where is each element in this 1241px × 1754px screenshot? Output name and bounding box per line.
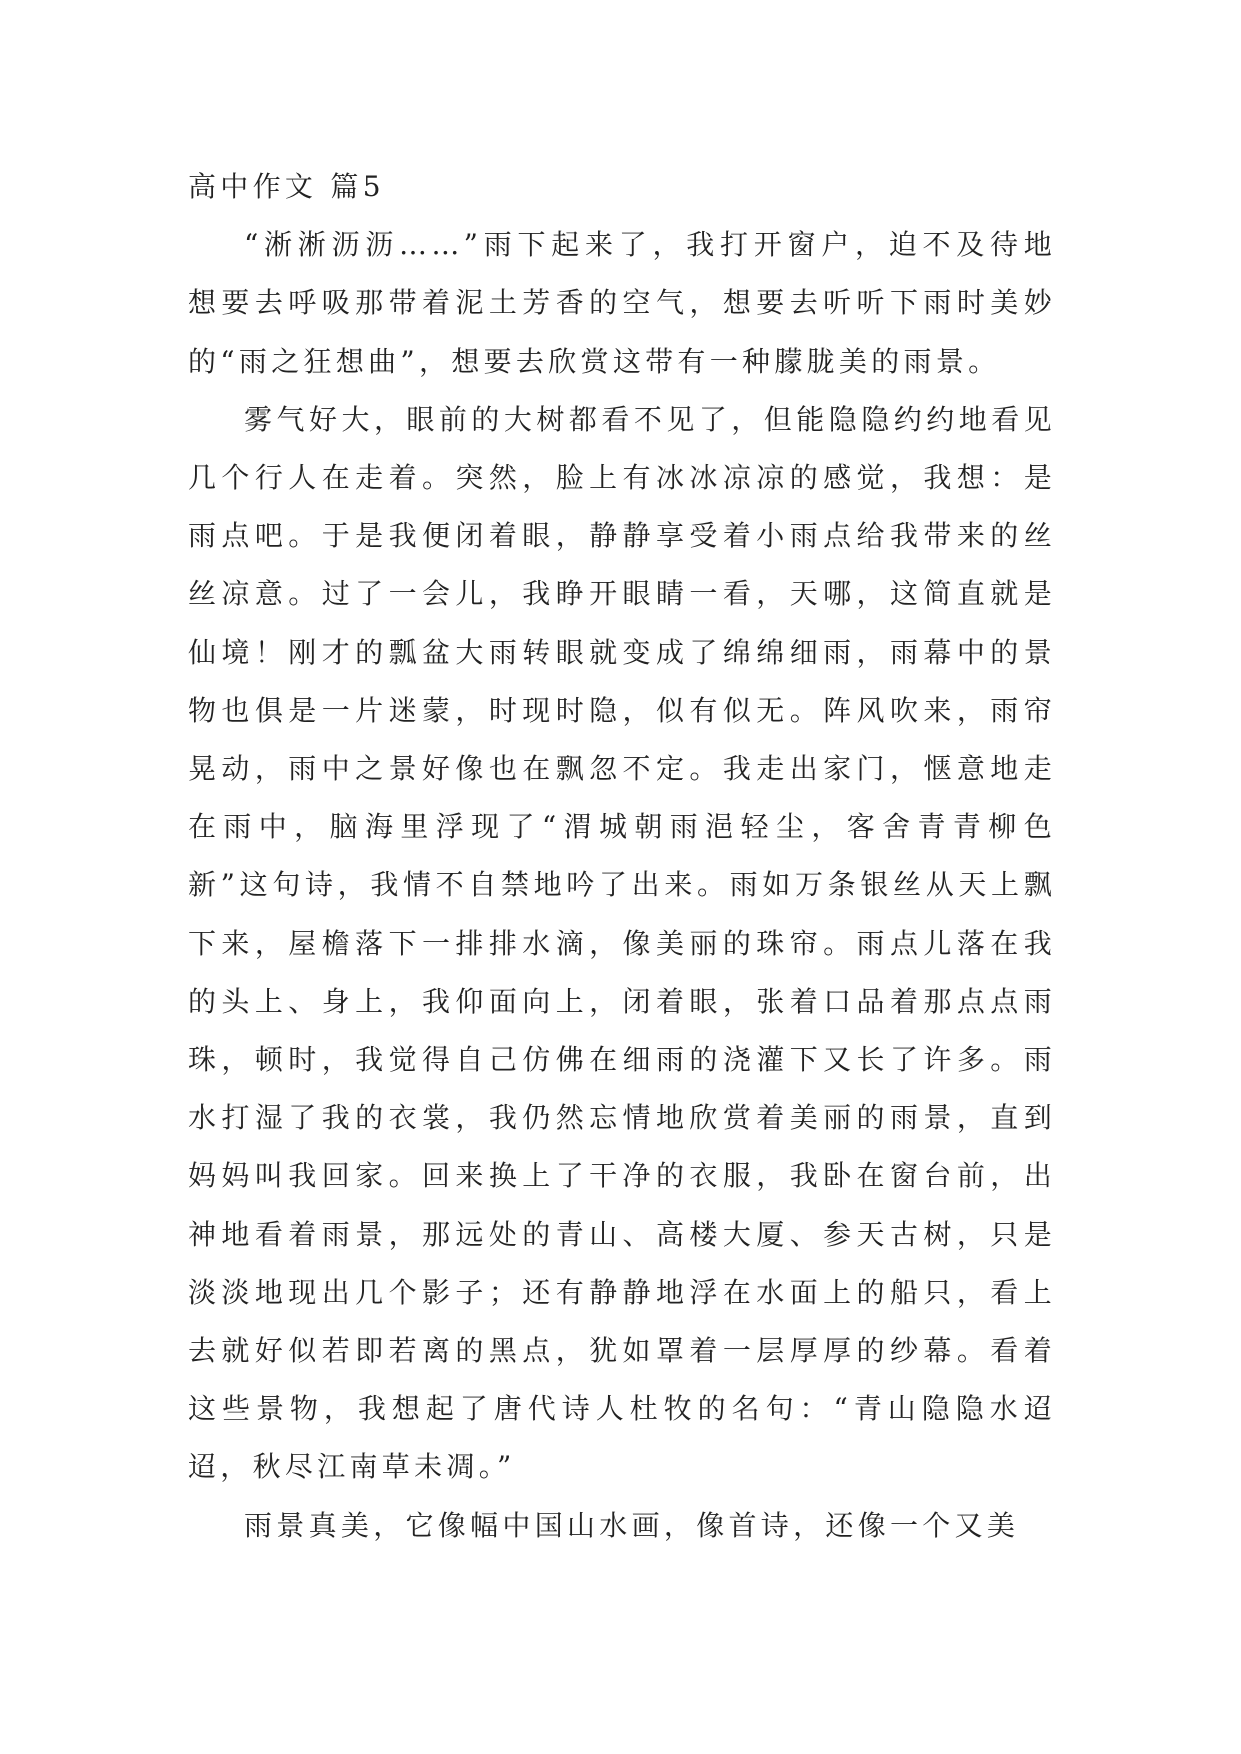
- paragraph-3: 雨景真美，它像幅中国山水画，像首诗，还像一个又美: [244, 1508, 1020, 1542]
- document-body: [188, 158, 1056, 1555]
- paragraph-1: “淅淅沥沥……”雨下起来了，我打开窗户，迫不及待地想要去呼吸那带着泥土芳香的空气，想要去听听下雨时美妙的“雨之狂想曲”，想要去欣赏这带有一种朦胧美的雨景。: [188, 228, 1056, 378]
- document-title: 高中作文 篇5: [188, 170, 385, 203]
- paragraph-2: 雾气好大，眼前的大树都看不见了，但能隐隐约约地看见几个行人在走着。突然，脸上有冰冰凉凉的感觉，我想：是雨点吧。于是我便闭着眼，静静享受着小雨点给我带来的丝丝凉意。过了一会儿，我睁开眼睛一看，天哪，这简直就是仙境！刚才的瓢盆大雨转眼就变成了绵绵细雨，雨幕中的景物也俱是一片迷蒙，时现时隐，似有似无。阵风吹来，雨帘晃动，雨中之景好像也在飘忽不定。我走出家门，惬意地走在雨中，脑海里浮现了“渭城朝雨浥轻尘，客舍青青柳色新”这句诗，我情不自禁地吟了出来。雨如万条银丝从天上飘下来，屋檐落下一排排水滴，像美丽的珠帘。雨点儿落在我的头上、身上，我仰面向上，闭着眼，张着口品着那点点雨珠，顿时，我觉得自己仿佛在细雨的浇灌下又长了许多。雨水打湿了我的衣裳，我仍然忘情地欣赏着美丽的雨景，直到妈妈叫我回家。回来换上了干净的衣服，我卧在窗台前，出神地看着雨景，那远处的青山、高楼大厦、参天古树，只是淡淡地现出几个影子；还有静静地浮在水面上的船只，看上去就好似若即若离的黑点，犹如罩着一层厚厚的纱幕。看着这些景物，我想起了唐代诗人杜牧的名句：“青山隐隐水迢迢，秋尽江南草未凋。”: [188, 402, 1056, 1484]
